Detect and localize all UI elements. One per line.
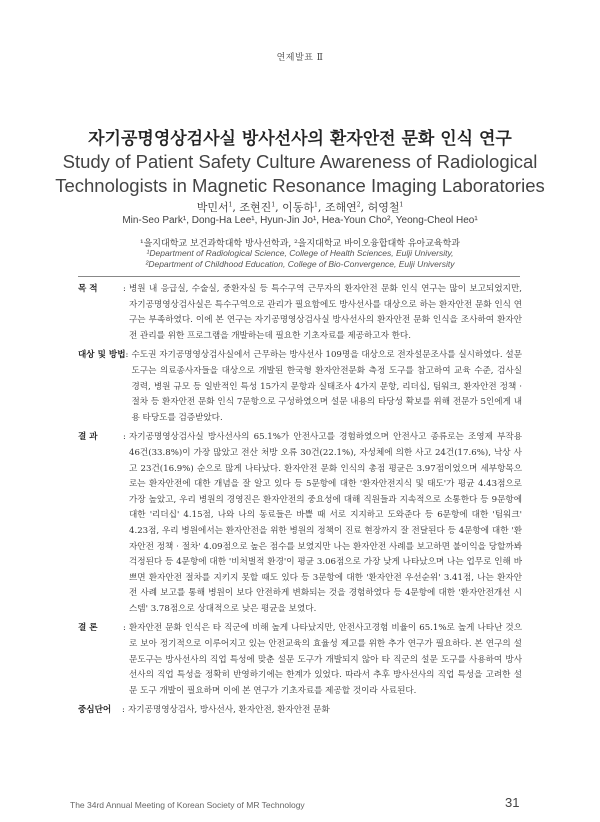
label-colon: : [123,284,126,294]
section-label: 대상 및 방법 [78,350,126,361]
author-name: 조해연 [324,201,357,214]
label-colon: : [123,623,126,634]
footer-conference: The 34rd Annual Meeting of Korean Society of MR Technology [70,800,305,810]
author-name: 박민서 [196,201,229,214]
abstract [78,282,522,723]
label-colon: : [123,432,126,443]
abstract-keywords [78,703,522,719]
section-label: 목 적 [78,284,98,294]
affiliation-english-2: ²Department of Childhood Education, College of Bio-Convergence, Eulji University [145,259,455,269]
abstract-methods [78,348,522,426]
author-name: 허영철 [367,201,400,214]
author-affiliation-mark: 1 [314,201,318,209]
section-text: 자기공명영상검사실 방사선사의 65.1%가 안전사고를 경험하였으며 안전사고 종류로는 조영제 부작용 46건(33.8%)이 가장 많았고 전산 처방 오류 30건(22.1%), 자성체에 의한 사고 24건(17.6%), 낙상 사고 23건(16.9%) 순으로 많게 나타났다. 환자안전 문화 인식의 총점 평균은 3.97점이었으며 세부항목으로는 환자안전에 대한 개념을 잘 알고 있다 등 5문항에 대한 '환자안전지식 및 태도'가 평균 4.43점으로 가장 높았고, 우리 병원의 경영진은 환자안전의 중요성에 대해 직원들과 지속적으로 소통한다 등 9문항에 대한 '리더십' 4.15점, 나와 나의 동료들은 바쁠 때 서로 지지하고 도와준다 등 6문항에 대한 '팀워크' 4.23점, 우리 병원에서는 환자안전을 위한 병원의 정책이 진료 현장까지 잘 전달된다 등 4문항에 대한 '환자안전 정책 · 절차' 4.09점으로 높은 점수를 보였지만 나는 환자안전 사례를 보고하면 불이익을 당할까봐 걱정된다 등 4문항에 대한 '비처벌적 환경'이 평균 3.06점으로 가장 낮게 나타났으며 나는 업무로 인해 바쁘면 환자안전 절차를 지키지 못할 때도 있다 등 3문항에 대한 '환자안전 우선순위' 3.41점, 나는 환자안전 사례 보고를 통해 병원이 보다 안전하게 변화되는 것을 경험하였다 등 4문항에 대한 '환자안전개선 시스템' 3.78점으로 상대적으로 낮은 평균을 보였다. [129,432,522,614]
running-header: 연제발표 Ⅱ [276,53,324,63]
label-colon: : [125,350,129,361]
label-colon: : [122,705,125,716]
section-text: 자기공명영상검사, 방사선사, 환자안전, 환자안전 문화 [128,705,330,716]
authors-korean: 박민서$^1$, 조현진$^1$, 이동하$^1$, 조해연$^2$, 허영철$^1$ [196,201,404,214]
authors-english: Min-Seo Park¹, Dong-Ha Lee¹, Hyun-Jin Jo¹, Hea-Youn Cho², Yeong-Cheol Heo¹ [122,215,478,226]
affiliations-korean: ¹을지대학교 보건과학대학 방사선학과, ²을지대학교 바이오융합대학 유아교육학과 [140,239,460,249]
author-affiliation-mark: 1 [399,201,404,209]
title-korean: 자기공명영상검사실 방사선사의 환자안전 문화 인식 연구 [88,129,512,149]
author-affiliation-mark: 2 [356,201,361,209]
author-affiliation-mark: 1 [271,201,276,209]
author-name: 조현진 [239,201,272,214]
divider-line [78,276,520,277]
affiliation-english-1: ¹Department of Radiological Science, College of Health Sciences, Eulji University, [146,248,454,258]
section-label: 결 론 [78,623,98,634]
title-english [0,150,600,198]
title-english-line2: Technologists in Magnetic Resonance Imaging Laboratories [55,175,545,196]
section-text: 환자안전 문화 인식은 타 직군에 비해 높게 나타났지만, 안전사고경험 비율이 65.1%로 높게 나타난 것으로 보아 정기적으로 이루어지고 있는 안전교육의 효율성 제고를 위한 추가 연구가 필요하다. 본 연구의 설문도구는 방사선사의 직업 특성에 맞춘 설문 도구가 개발되지 않아 타 직군의 설문 도구를 사용하여 방사선사의 직업 특성을 정확히 반영하기에는 한계가 있었다. 따라서 추후 방사선사의 직업 특성을 고려한 설문 도구 개발이 필요하며 이에 본 연구가 기초자료를 제공할 것이라 사료된다. [129,623,522,696]
abstract-conclusion [78,621,522,699]
section-text: 수도권 자기공명영상검사실에서 근무하는 방사선사 109명을 대상으로 전자설문조사를 실시하였다. 설문 도구는 의료종사자들을 대상으로 개발된 한국형 환자안전문화 측정 도구를 참고하여 교육 수준, 검사실 경력, 병원 규모 등 일반적인 특성 15가지 문항과 실태조사 4가지 문항, 리더십, 팀워크, 환자안전 정책 · 절차 등 환자안전 문화 인식 7문항으로 구성하였으며 설문 내용의 타당성 확보를 위해 전문가 5인에게 내용 타당도를 검증받았다. [131,350,522,423]
abstract-results [78,430,522,617]
section-text: 병원 내 응급실, 수술실, 중환자실 등 특수구역 근무자의 환자안전 문화 인식 연구는 많이 보고되었지만, 자기공명영상검사실은 특수구역으로 관리가 필요함에도 방사선사를 대상으로 하는 환자안전 문화 인식 연구는 부족하였다. 이에 본 연구는 자기공명영상검사실 방사선사의 환자안전 문화 인식을 조사하여 환자안전 관리를 위한 프로그램을 개발하는데 필요한 기초자료를 제공하고자 한다. [129,284,522,341]
abstract-purpose [78,282,522,344]
title-english-line1: Study of Patient Safety Culture Awareness of Radiological [62,151,538,172]
page-number: 31 [505,795,520,810]
author-name: 이동하 [282,201,315,214]
author-affiliation-mark: 1 [228,201,233,209]
section-label: 결 과 [78,432,98,443]
section-label: 중심단어 [78,705,112,716]
